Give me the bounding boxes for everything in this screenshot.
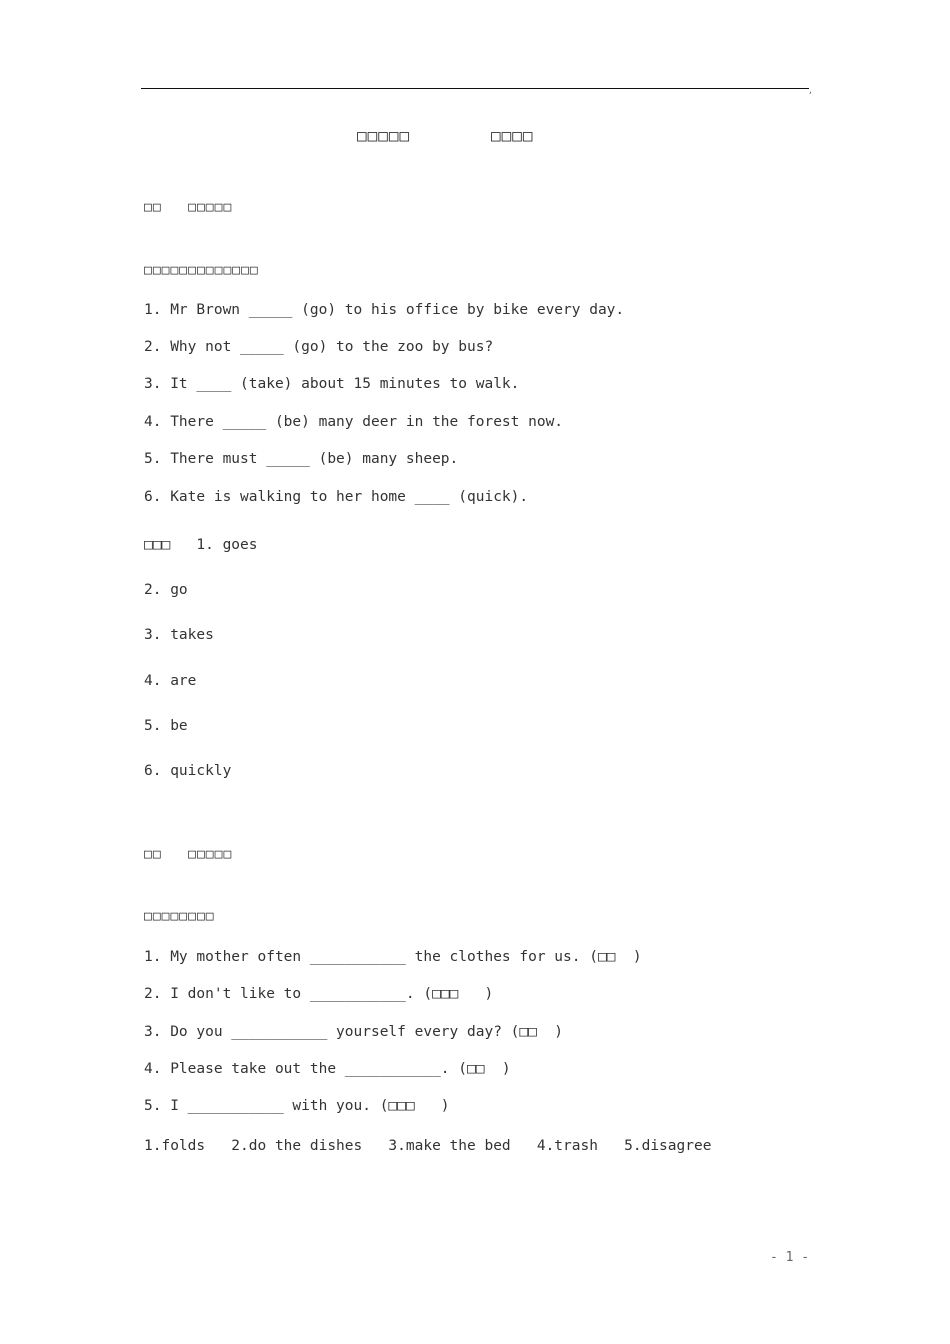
s1-answer-1: □□□ 1. goes bbox=[144, 537, 258, 553]
s2-question-1: 1. My mother often ___________ the clothes for us. (□□ ) bbox=[144, 949, 642, 965]
s1-answer-2: 2. go bbox=[144, 582, 188, 598]
s2-question-5: 5. I ___________ with you. (□□□ ) bbox=[144, 1098, 450, 1114]
section2-heading: □□ □□□□□ bbox=[144, 847, 233, 862]
s2-question-2: 2. I don't like to ___________. (□□□ ) bbox=[144, 986, 494, 1002]
section1-instruction: □□□□□□□□□□□□□ bbox=[144, 263, 259, 278]
title-right: □□□□ bbox=[491, 126, 534, 145]
section2-instruction: □□□□□□□□ bbox=[144, 909, 215, 924]
header-rule bbox=[141, 88, 809, 89]
s2-question-4: 4. Please take out the ___________. (□□ ) bbox=[144, 1061, 511, 1077]
header-tick: , bbox=[808, 86, 813, 95]
s1-question-4: 4. There _____ (be) many deer in the forest now. bbox=[144, 414, 564, 430]
page-number: - 1 - bbox=[770, 1250, 810, 1265]
s2-answers: 1.folds 2.do the dishes 3.make the bed 4.trash 5.disagree bbox=[144, 1138, 712, 1154]
s1-answer-4: 4. are bbox=[144, 673, 197, 689]
s1-answer-3: 3. takes bbox=[144, 627, 214, 643]
s1-question-1: 1. Mr Brown _____ (go) to his office by bike every day. bbox=[144, 302, 625, 318]
section1-heading: □□ □□□□□ bbox=[144, 200, 233, 215]
title-left: □□□□□ bbox=[357, 126, 411, 145]
s1-question-5: 5. There must _____ (be) many sheep. bbox=[144, 451, 459, 467]
s1-question-2: 2. Why not _____ (go) to the zoo by bus? bbox=[144, 339, 494, 355]
s1-answer-5: 5. be bbox=[144, 718, 188, 734]
s2-question-3: 3. Do you ___________ yourself every day? (□□ ) bbox=[144, 1024, 564, 1040]
s1-question-3: 3. It ____ (take) about 15 minutes to walk. bbox=[144, 376, 520, 392]
s1-answer-6: 6. quickly bbox=[144, 763, 232, 779]
s1-question-6: 6. Kate is walking to her home ____ (quick). bbox=[144, 489, 529, 505]
